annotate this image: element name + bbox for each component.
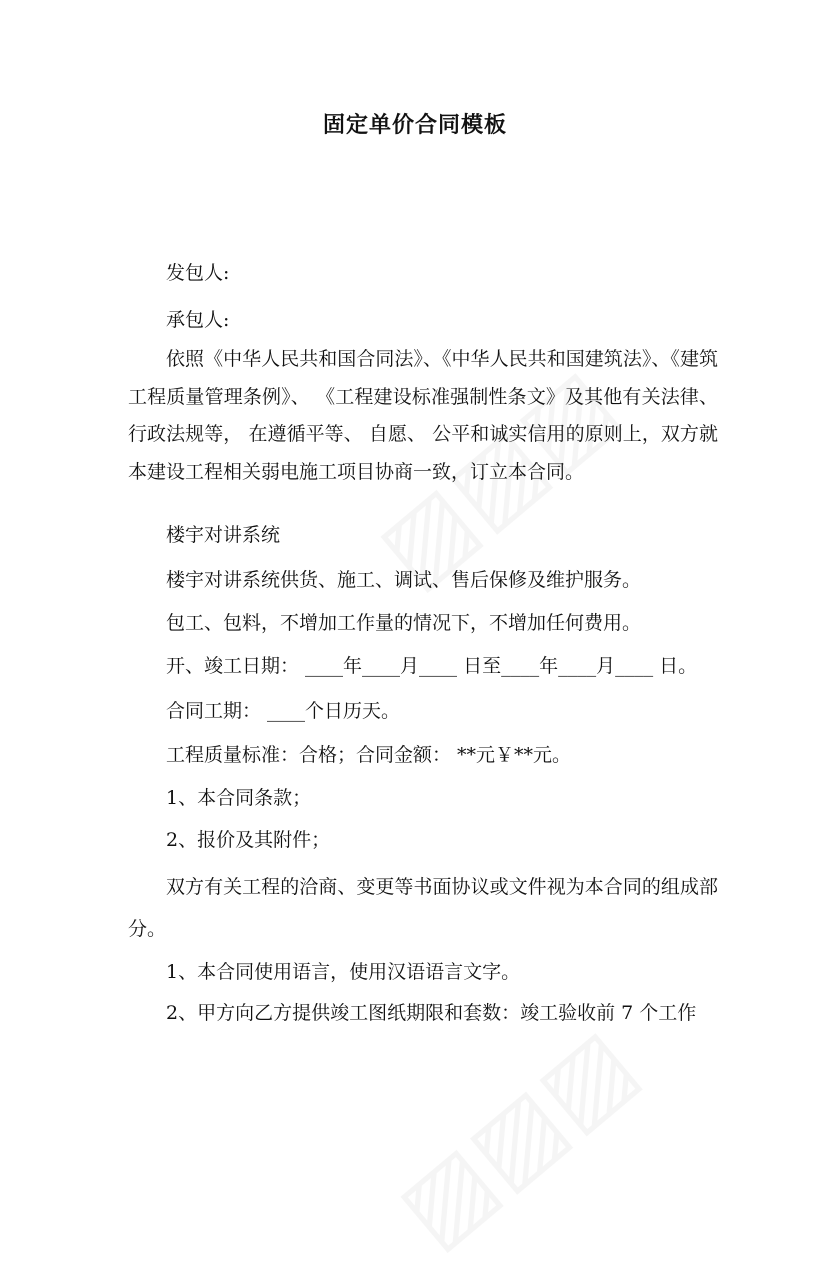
scope-line: 楼宇对讲系统供货、施工、调试、售后保修及维护服务。 (166, 569, 642, 591)
employer-line: 发包人: (166, 262, 230, 284)
document-title: 固定单价合同模板 (322, 112, 507, 138)
clause-item: 1、本合同条款； (166, 787, 312, 809)
project-name: 楼宇对讲系统 (166, 524, 281, 546)
contract-documents-paragraph: 双方有关工程的洽商、变更等书面协议或文件视为本合同的组成部分。 (128, 876, 718, 940)
watermark (376, 1006, 657, 1267)
contract-method-line: 包工、包料，不增加工作量的情况下，不增加任何费用。 (166, 612, 642, 634)
schedule-dates-line: 开、竣工日期： ____年____月____ 日至____年____月____ 日。 (166, 655, 698, 677)
legal-basis-paragraph: 依照《中华人民共和国合同法》、《中华人民共和国建筑法》、《建筑工程质量管理条例》、 《工程建设标准强制性条文》及其他有关法律、 行政法规等， 在遵循平等、 自愿、 公平和诚实信用的原则上，双方就本建设工程相关弱电施工项目协商一致，订立本合同。 (128, 348, 718, 483)
clause-item: 2、报价及其附件； (166, 829, 331, 851)
contractor-line: 承包人: (166, 309, 230, 331)
clause-item: 2、甲方向乙方提供竣工图纸期限和套数：竣工验收前 7 个工作 (166, 1002, 697, 1024)
quality-and-amount-line: 工程质量标准：合格；合同金额： **元￥**元。 (166, 744, 572, 766)
clause-item: 1、本合同使用语言，使用汉语语言文字。 (166, 961, 521, 983)
duration-line: 合同工期： ____个日历天。 (166, 700, 401, 722)
